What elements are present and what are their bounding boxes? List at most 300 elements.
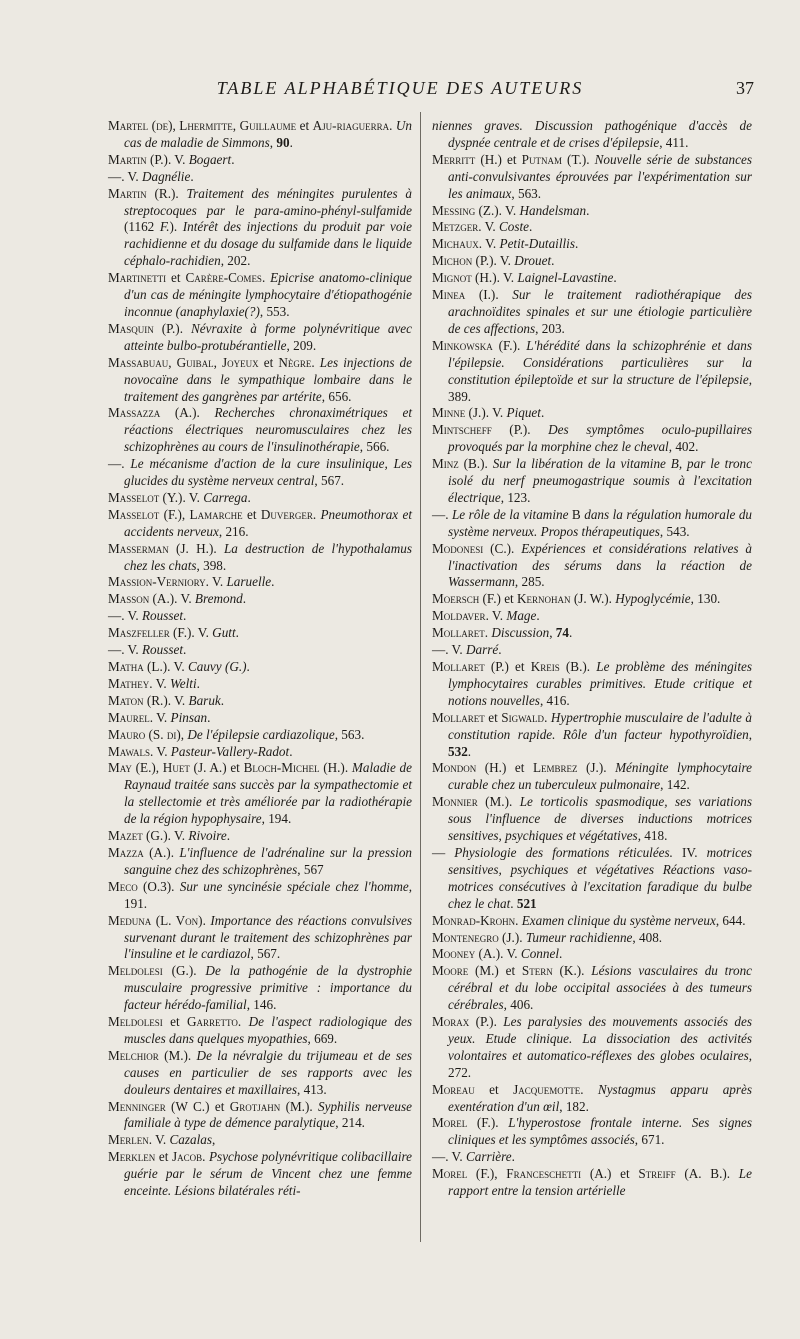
entry-text: . — [271, 574, 275, 590]
entry-text: . — [508, 794, 520, 810]
index-entry — [108, 541, 412, 575]
index-entry — [108, 405, 412, 456]
index-entry — [432, 963, 752, 1014]
entry-text: , 567. — [314, 473, 345, 489]
entry-text: , 194. — [261, 811, 292, 827]
entry-text: , 411. — [659, 134, 689, 150]
author-name: Streiff (A. B.) — [638, 1166, 727, 1182]
entry-text: . — [179, 320, 192, 336]
entry-text: —. V. — [108, 168, 142, 184]
index-entry — [432, 608, 752, 625]
entry-text: . V. — [485, 405, 507, 421]
index-entry — [108, 845, 412, 879]
index-entry — [432, 219, 752, 236]
page-number: 37 — [736, 78, 754, 98]
entry-text: 521 — [516, 895, 537, 911]
index-entry — [108, 625, 412, 642]
index-entry — [108, 169, 412, 186]
index-entry — [432, 760, 752, 794]
work-title: L'hyperostose frontale interne. Ses signes cliniques et les symptômes associés — [448, 1115, 752, 1148]
entry-text: . V. — [167, 151, 189, 167]
author-name: Maurel — [108, 709, 150, 725]
entry-text: , 408. — [632, 929, 663, 945]
index-entry — [108, 1048, 412, 1099]
index-entry — [108, 118, 412, 152]
author-name: Morel (F.) — [432, 1115, 496, 1131]
entry-text: , 203. — [535, 320, 565, 336]
author-name: Masserman (J. H.) — [108, 540, 214, 556]
author-name: Morel (F.), Franceschetti (A.) — [432, 1166, 612, 1182]
author-name: Matha (L.) — [108, 659, 168, 674]
entry-text: . V. — [149, 709, 171, 725]
work-title: Sur le traitement radiothérapique des arachnoïdites spinales et sur une étiologie particulière de ces affections — [448, 287, 752, 336]
author-name: Mintscheff (P.) — [432, 422, 528, 438]
author-name: Duverger — [260, 506, 313, 522]
work-title: Le rôle de la vitamine — [451, 506, 569, 522]
entry-text: , 146. — [246, 997, 277, 1013]
work-title: Connel — [520, 946, 560, 962]
author-name: Melchior (M.) — [108, 1047, 188, 1063]
entry-text: . — [247, 489, 251, 505]
index-entry — [108, 591, 412, 608]
work-title: Bremond — [194, 591, 243, 607]
work-title: Drouet — [514, 253, 552, 269]
entry-text: . — [536, 608, 540, 624]
entry-text: , 142. — [660, 777, 690, 793]
work-title: dans la régulation humorale du système nerveux. Propos thérapeutiques — [448, 506, 753, 539]
index-entry — [108, 963, 412, 1014]
index-entry — [432, 541, 752, 592]
work-title: Sur la libération de la vitamine B, par le tronc isolé du nerf pneumogastrique soumis à l'excitation électrique — [448, 456, 753, 505]
entry-text: . — [183, 608, 187, 624]
work-title: Coste — [499, 219, 530, 235]
work-title: Mage — [506, 608, 537, 624]
work-title: Psychose polynévritique colibacillaire guérie par le sérum de Vincent chez une femme enceinte. Lésions bilatérales réti- — [124, 1149, 412, 1199]
work-title: Rousset — [141, 608, 183, 624]
work-title: Traitement des méningites purulentes à streptocoques par le para-amino-phényl-sulfamide — [124, 185, 413, 218]
author-name: Mauro (S. di) — [108, 726, 181, 742]
author-name: Merritt (H.) — [432, 151, 502, 167]
entry-text: , 567 — [297, 861, 324, 877]
index-entry — [432, 338, 752, 406]
entry-text: . — [498, 642, 502, 658]
entry-text: . — [235, 625, 239, 641]
author-name: Meldolesi — [108, 1014, 163, 1030]
author-name: Mathey — [108, 675, 150, 691]
index-entry — [432, 287, 752, 338]
index-entry — [108, 1149, 412, 1200]
entry-text: . — [510, 895, 517, 911]
work-title: Maladie de Raynaud traitée sans succès par la sympathectomie et la stellectomie et très améliorée par la radiothérapie de la région hypophysaire — [124, 760, 412, 827]
entry-text: . — [726, 1166, 739, 1182]
entry-text: , 406. — [503, 997, 534, 1013]
work-title: F. — [159, 219, 170, 235]
work-title: Les injections de novocaïne dans le sympathique lombaire dans le traitement des gangrènes par artérite — [124, 354, 412, 404]
entry-text: . — [495, 287, 513, 303]
author-name: Masselot (F.), Lamarche — [108, 506, 243, 522]
entry-text: . V. — [496, 270, 518, 286]
work-title: Laruelle — [226, 574, 272, 590]
work-title: Méningite lymphocytaire curable chez un tuberculeux pulmonaire — [448, 760, 752, 793]
entry-text: et — [498, 963, 522, 979]
entry-text: —. V. — [108, 608, 142, 624]
entry-text: . — [226, 828, 231, 844]
index-entry — [432, 456, 752, 507]
index-entry — [108, 676, 412, 693]
index-column-left — [108, 118, 412, 1200]
work-title: Baruk — [188, 692, 221, 708]
entry-text: . V. — [498, 202, 520, 218]
author-name: Michon (P.) — [432, 253, 494, 269]
entry-text: . V. — [174, 591, 195, 607]
author-name: Mignot (H.) — [432, 270, 497, 286]
author-name: Meldolesi (G.) — [108, 963, 194, 979]
entry-text: . V. — [148, 1132, 170, 1148]
author-name: Mawals — [108, 743, 151, 759]
work-title: De la pathogénie de la dystrophie musculaire progressive primitive : importance du facteur hérédo-familial — [124, 963, 413, 1013]
index-entry — [432, 625, 752, 642]
work-title: Le mécanisme d'action de la cure insulinique, Les glucides du système nerveux central — [124, 456, 412, 489]
work-title: De la névralgie du trijumeau et de ses causes en particulier de ses rapports avec les douleurs dentaires et maxillaires — [124, 1047, 413, 1097]
author-name: Mazet (G.) — [108, 828, 168, 844]
entry-text: —. V. — [108, 642, 142, 658]
work-title: Recherches chronaximétriques et réactions électriques neuromusculaires chez les schizophrènes au cours de l'insulinothérapie — [124, 405, 412, 455]
entry-text: . — [309, 1098, 319, 1114]
author-name: Minea (I.) — [432, 287, 496, 303]
entry-text: , 553. — [259, 303, 290, 319]
work-title: La destruction de l'hypothalamus chez les chats — [124, 540, 412, 573]
work-title: Epicrise anatomo-clinique d'un cas de méningite lymphocytaire d'étiopathogénie inconnue (anaphylaxie(?) — [124, 270, 412, 319]
author-name: Aju-riaguerra — [312, 118, 390, 133]
author-name: Morax (P.) — [432, 1014, 494, 1030]
index-entry — [432, 1149, 752, 1166]
index-entry — [432, 794, 752, 845]
author-name: Masson (A.) — [108, 591, 175, 607]
entry-text: . — [540, 405, 545, 421]
entry-text: . — [467, 743, 472, 759]
index-entry — [432, 422, 752, 456]
entry-text: et — [296, 118, 313, 133]
entry-text: , 285. — [514, 574, 545, 590]
work-title: Cazalas — [169, 1132, 213, 1148]
entry-text: . V. — [167, 659, 188, 674]
author-name: Bloch-Michel (H.) — [243, 760, 345, 776]
work-title: Lésions vasculaires du tronc cérébral et du lobe occipital associées à des tumeurs cérébrales — [448, 963, 753, 1013]
entry-text: , 123. — [500, 489, 531, 505]
entry-text: , 214. — [335, 1115, 365, 1131]
entry-text: 74 — [555, 625, 569, 641]
entry-text: . — [344, 760, 352, 776]
work-title: Piquet — [506, 405, 541, 421]
index-entry — [432, 930, 752, 947]
entry-text: . — [196, 405, 215, 421]
author-name: Mondon (H.) — [432, 760, 507, 776]
author-name: Nègre — [278, 354, 312, 370]
entry-text: . — [183, 642, 187, 658]
work-title: Cauvy (G.) — [187, 659, 247, 674]
entry-text: — — [432, 844, 455, 860]
author-name: Putnam (T.) — [521, 151, 587, 167]
entry-text: . — [544, 709, 551, 725]
author-name: Sigwald — [501, 709, 545, 725]
entry-text: (1162 — [124, 219, 160, 235]
entry-text: . — [193, 963, 206, 979]
entry-text: , — [180, 726, 188, 742]
author-name: Messing (Z.) — [432, 202, 499, 218]
entry-text: , 563. — [511, 185, 542, 201]
index-entry — [432, 946, 752, 963]
running-title: TABLE ALPHABÉTIQUE DES AUTEURS — [216, 78, 584, 98]
author-name: Meco (O.3) — [108, 878, 172, 894]
index-entry — [432, 659, 752, 710]
entry-text: . — [171, 878, 180, 894]
entry-text: . — [586, 151, 595, 167]
entry-text: . — [608, 591, 616, 607]
entry-text: . — [289, 743, 293, 759]
index-entry — [108, 1014, 412, 1048]
work-title: L'hérédité dans la schizophrénie et dans l'épilepsie. Considérations particulières sur la constitution épileptoïde et sur la structure de l'épilepsie — [448, 337, 753, 387]
entry-text: . — [237, 1014, 249, 1030]
entry-text: et — [484, 709, 502, 725]
index-entry — [108, 659, 412, 676]
entry-text: , 182. — [559, 1098, 589, 1114]
entry-text: . — [261, 270, 271, 286]
author-name: Merlen — [108, 1132, 149, 1148]
entry-text: , — [212, 1132, 216, 1148]
index-entry — [108, 727, 412, 744]
work-title: Le rapport entre la tension artérielle — [448, 1166, 752, 1199]
entry-text: , 402. — [668, 439, 699, 455]
author-name: Moore (M.) — [432, 963, 499, 979]
entry-text: 532 — [448, 743, 468, 759]
index-entry — [432, 913, 752, 930]
entry-text: . — [581, 963, 592, 979]
index-column-right — [432, 118, 752, 1200]
work-title: Petit-Dutaillis — [499, 236, 575, 252]
entry-text: , 209. — [286, 337, 317, 353]
index-entry — [108, 642, 412, 659]
entry-text: , 656. — [321, 388, 352, 404]
entry-text: . — [389, 118, 396, 133]
index-entry — [108, 456, 412, 490]
index-entry — [432, 642, 752, 659]
entry-text: . V. — [167, 692, 189, 708]
author-name: Moldaver — [432, 608, 486, 624]
entry-text: et — [166, 270, 186, 286]
entry-text: . — [175, 185, 187, 201]
entry-text: . — [311, 354, 320, 370]
entry-text: , 563. — [334, 726, 365, 742]
work-title: Discussion — [491, 625, 550, 641]
entry-text: . V. — [182, 489, 204, 505]
work-title: Rousset — [141, 642, 183, 658]
work-title: Rivoire — [188, 828, 227, 844]
index-entry — [108, 1132, 412, 1149]
author-name: Mollaret — [432, 625, 485, 641]
entry-text: , 418. — [637, 828, 668, 844]
entry-text: . — [603, 760, 616, 776]
index-entry — [108, 744, 412, 761]
entry-text: . — [586, 202, 590, 218]
entry-text: . — [289, 134, 293, 150]
author-name: Monrad-Krohn — [432, 912, 516, 928]
work-title: motrices sensitives, psychiques et végétatives Réactions vaso-motrices consécutives à l'excitation faradique du bulbe chez le chat — [448, 844, 753, 911]
entry-text: , 130. — [690, 591, 721, 607]
author-name: Moersch (F.) — [432, 591, 501, 607]
entry-text: , 671. — [634, 1132, 665, 1148]
entry-text: et — [162, 1014, 188, 1030]
author-name: Stern (K.) — [521, 963, 582, 979]
work-title: Pinsan — [170, 709, 208, 725]
entry-text: . — [613, 270, 617, 286]
work-title: Dagnélie — [141, 168, 191, 184]
work-title: Gutt — [212, 625, 236, 641]
author-name: Merklen — [108, 1149, 156, 1165]
entry-text: et — [242, 506, 261, 522]
entry-text: , 216. — [218, 523, 249, 539]
entry-text: IV. — [672, 844, 707, 860]
index-entry — [108, 710, 412, 727]
work-title: Physiologie des formations réticulées. — [454, 844, 673, 860]
index-entry — [108, 828, 412, 845]
work-title: Les paralysies des mouvements associés des yeux. Etude clinique. La dissociation des activités volontaires et automatico-réflexes des globes oculaires — [448, 1014, 752, 1063]
entry-text: , 389. — [448, 371, 752, 404]
author-name: Martel (de), Lhermitte, Guillaume — [108, 118, 297, 133]
index-entry — [432, 1166, 752, 1200]
author-name: Monnier (M.) — [432, 794, 509, 810]
author-name: Masquin (P.) — [108, 320, 180, 336]
entry-text: , 669. — [307, 1030, 338, 1046]
author-name: Masselot (Y.) — [108, 489, 183, 505]
author-name: Mooney (A.) — [432, 946, 501, 962]
author-name: Carère-Comes — [185, 270, 262, 286]
entry-text: 90 — [276, 134, 290, 150]
work-title: Intérêt des injections du produit par voie rachidienne et du dosage du sulfamide dans le liquide céphalo-rachidien — [124, 219, 412, 269]
author-name: Montenegro (J.) — [432, 929, 520, 945]
entry-text: . V. — [478, 236, 500, 252]
entry-text: . — [246, 659, 250, 674]
entry-text: . — [559, 946, 563, 962]
index-entry — [108, 879, 412, 913]
entry-text: . — [231, 151, 235, 167]
work-title: Hypertrophie musculaire de l'adulte à constitution rapide. Rôle d'un facteur hypothyroïdien — [448, 709, 752, 742]
index-entry — [108, 152, 412, 169]
entry-text: , 272. — [448, 1047, 752, 1080]
index-entry — [108, 1099, 412, 1133]
work-title: Carrega — [203, 489, 248, 505]
entry-text: —. V. — [432, 642, 466, 658]
entry-text: . — [586, 659, 597, 674]
entry-text: . — [242, 591, 247, 607]
entry-text: et — [500, 591, 518, 607]
work-title: Bogaert — [188, 151, 232, 167]
entry-text: . — [187, 1047, 197, 1063]
work-title: Expériences et considérations relatives à l'inactivation des sérums dans la réaction de Wassermann — [448, 540, 753, 590]
author-name: Lembrez (J.) — [532, 760, 604, 776]
index-entry — [432, 1115, 752, 1149]
entry-text: . — [484, 625, 492, 641]
index-entry — [432, 270, 752, 287]
work-title: Welti — [170, 675, 197, 691]
index-entry — [432, 253, 752, 270]
author-name: Jacquemotte — [513, 1081, 581, 1097]
entry-text: —. — [432, 506, 452, 522]
entry-text: , 202. — [220, 253, 251, 269]
author-name: Modonesi (C.) — [432, 540, 512, 556]
entry-text: B — [568, 506, 585, 522]
work-title: Examen clinique du système nerveux — [521, 912, 716, 928]
entry-text: . V. — [205, 574, 227, 590]
work-title: Des symptômes oculo-pupillaires provoqués par la morphine chez le cheval — [448, 422, 753, 455]
work-title: Hypoglycémie — [615, 591, 691, 607]
work-title: Pneumothorax et accidents nerveux — [124, 506, 412, 539]
entry-text: . — [529, 219, 533, 235]
author-name: Martin (P.) — [108, 151, 168, 167]
entry-text: et — [474, 1081, 514, 1097]
entry-text: —. V. — [432, 1149, 466, 1165]
entry-text: . V. — [493, 253, 515, 269]
author-name: Maszfeller (F.) — [108, 625, 192, 641]
work-title: Pasteur-Vallery-Radot — [170, 743, 290, 759]
entry-text: . — [519, 929, 526, 945]
author-name: Martin (R.) — [108, 185, 176, 201]
author-name: Kreis (B.) — [530, 659, 587, 674]
index-entry — [432, 118, 752, 152]
work-title: Syphilis nerveuse familiale à type de démence paralytique — [124, 1098, 412, 1131]
work-title: Un cas de maladie de Simmons — [124, 118, 412, 150]
entry-text: . V. — [191, 625, 213, 641]
author-name: Martinetti — [108, 270, 167, 286]
entry-text: , 566. — [359, 439, 390, 455]
author-name: Moreau — [432, 1081, 475, 1097]
entry-text: . — [196, 675, 200, 691]
entry-text: . V. — [485, 608, 507, 624]
author-name: Michaux — [432, 236, 479, 252]
entry-text: . — [484, 456, 493, 472]
entry-text: . — [574, 236, 579, 252]
entry-text: . V. — [167, 828, 189, 844]
work-title: Tumeur rachidienne — [525, 929, 633, 945]
index-entry — [108, 693, 412, 710]
entry-text: et — [508, 659, 531, 674]
author-name: Jacob — [171, 1149, 203, 1165]
index-entry — [432, 710, 752, 761]
author-name: Minz (B.) — [432, 456, 485, 472]
entry-text: ). — [169, 219, 183, 235]
work-title: Névraxite à forme polynévritique avec atteinte bulbo-protubérantielle — [124, 320, 413, 353]
index-entry — [108, 608, 412, 625]
entry-text: . V. — [500, 946, 521, 962]
entry-text: , — [269, 134, 277, 150]
index-entry — [432, 507, 752, 541]
index-entry — [432, 236, 752, 253]
column-divider — [420, 112, 421, 1242]
index-entry — [432, 1082, 752, 1116]
entry-text: . — [170, 844, 180, 860]
author-name: Massazza (A.) — [108, 405, 197, 421]
author-name: Grotjahn (M.) — [229, 1098, 310, 1114]
entry-text: , — [748, 726, 752, 742]
index-entry — [108, 490, 412, 507]
entry-text: . — [207, 709, 211, 725]
index-entry — [432, 845, 752, 913]
work-title: niennes graves. Discussion pathogénique d'accès de dyspnée centrale et de crises d'épilepsie — [432, 118, 752, 150]
entry-text: . — [511, 540, 522, 556]
work-title: Sur une syncinésie spéciale chez l'homme — [179, 878, 409, 894]
author-name: Kernohan (J. W.) — [517, 591, 609, 607]
index-entry — [108, 355, 412, 406]
entry-text: . — [551, 253, 555, 269]
